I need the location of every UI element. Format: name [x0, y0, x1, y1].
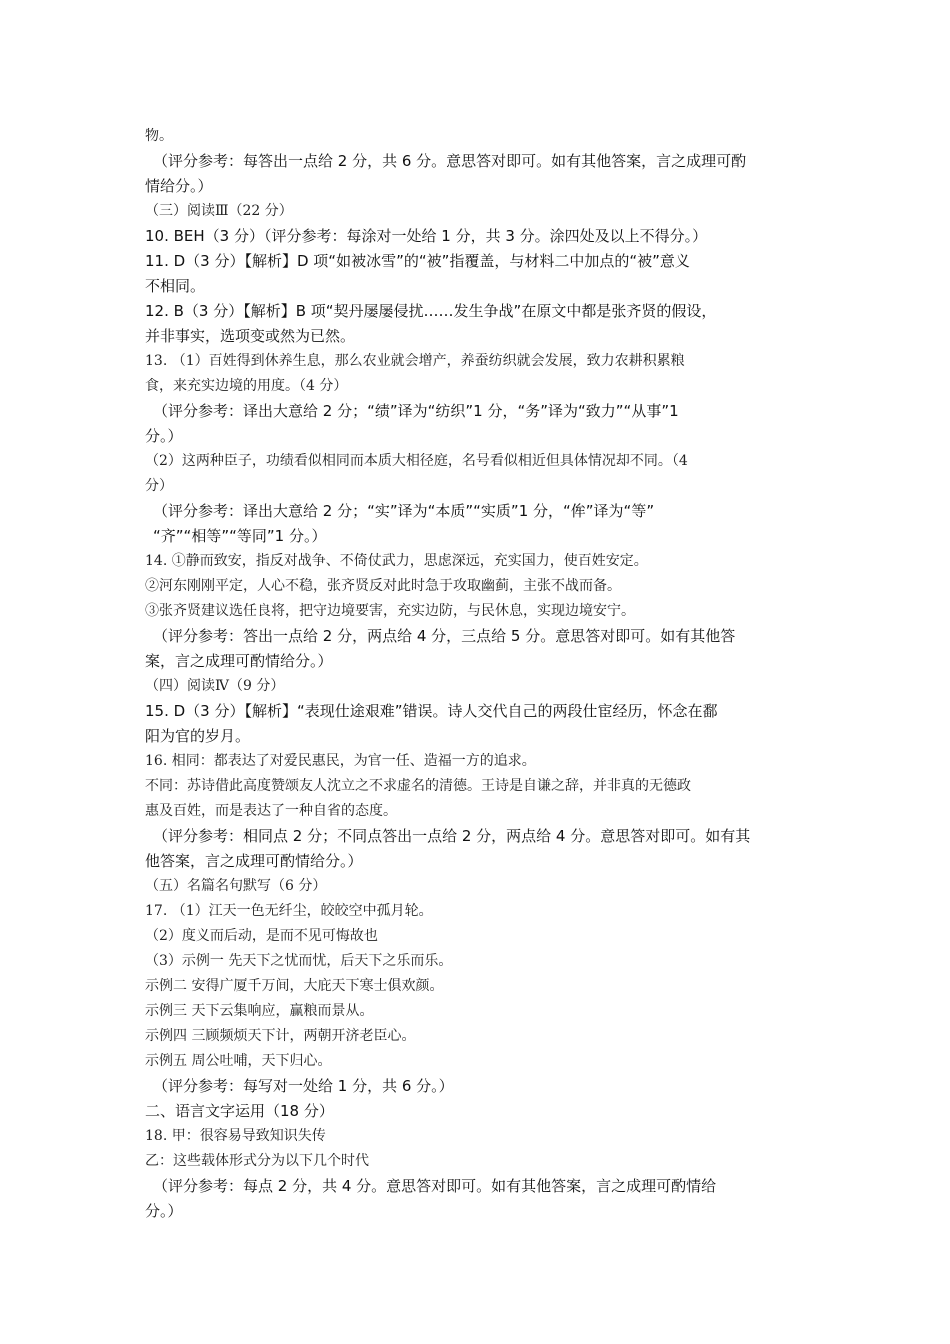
answer-line: 12. B（3 分）【解析】B 项“契丹屡屡侵扰……发生争战”在原文中都是张齐贤的假设， — [145, 302, 717, 320]
answer-line: 不同：苏诗借此高度赞颂友人沈立之不求虚名的清德。王诗是自谦之辞，并非真的无德政 — [145, 778, 691, 794]
answer-line: 食，来充实边境的用度。（4 分） — [145, 378, 348, 394]
answer-line: （3）示例一 先天下之忧而忧，后天下之乐而乐。 — [145, 953, 453, 969]
answer-line: （2）这两种臣子，功绩看似相同而本质大相径庭，名号看似相近但具体情况却不同。（4 — [145, 453, 688, 469]
section-heading: （五）名篇名句默写（6 分） — [145, 878, 327, 894]
answer-line: 惠及百姓，而是表达了一种自省的态度。 — [145, 803, 397, 819]
text-line: 物。 — [145, 128, 173, 144]
scoring-note-line: （评分参考：译出大意给 2 分；“绩”译为“纺织”1 分，“务”译为“致力”“从事”1 — [153, 402, 679, 420]
scoring-note-line: （评分参考：每写对一处给 1 分，共 6 分。） — [153, 1077, 454, 1095]
answer-line: 11. D（3 分）【解析】D 项“如被冰雪”的“被”指覆盖，与材料二中加点的“被”意义 — [145, 252, 690, 270]
answer-line: 不相同。 — [145, 277, 206, 295]
answer-line: 乙：这些载体形式分为以下几个时代 — [145, 1153, 369, 1169]
section-heading: （四）阅读Ⅳ（9 分） — [145, 678, 285, 694]
scoring-note-line: （评分参考：答出一点给 2 分，两点给 4 分，三点给 5 分。意思答对即可。如有其他答 — [153, 627, 736, 645]
answer-line: 分） — [145, 478, 173, 494]
answer-line: 10. BEH（3 分）（评分参考：每涂对一处给 1 分，共 3 分。涂四处及以上不得分。） — [145, 227, 708, 245]
answer-line: 17. （1）江天一色无纤尘，皎皎空中孤月轮。 — [145, 903, 433, 919]
answer-line: 示例二 安得广厦千万间，大庇天下寒士俱欢颜。 — [145, 978, 444, 994]
answer-line: 阳为官的岁月。 — [145, 727, 251, 745]
answer-line: ②河东刚刚平定，人心不稳，张齐贤反对此时急于攻取幽蓟，主张不战而备。 — [145, 578, 621, 594]
answer-line: 16. 相同：都表达了对爱民惠民，为官一任、造福一方的追求。 — [145, 753, 536, 769]
section-heading: 二、语言文字运用（18 分） — [145, 1102, 334, 1120]
answer-line: 示例五 周公吐哺，天下归心。 — [145, 1053, 332, 1069]
answer-line: 18. 甲：很容易导致知识失传 — [145, 1128, 326, 1144]
scoring-note-line: 案，言之成理可酌情给分。） — [145, 652, 333, 670]
scoring-note-line: 分。） — [145, 1202, 183, 1220]
scoring-note-line: （评分参考：每答出一点给 2 分，共 6 分。意思答对即可。如有其他答案，言之成理可酌 — [153, 152, 747, 170]
scoring-note-line: （评分参考：译出大意给 2 分；“实”译为“本质”“实质”1 分，“侔”译为“等” — [153, 502, 655, 520]
scoring-note-line: “齐”“相等”“等同”1 分。） — [153, 527, 327, 545]
scoring-note-line: 他答案，言之成理可酌情给分。） — [145, 852, 363, 870]
answer-line: 并非事实，选项变或然为已然。 — [145, 327, 356, 345]
answer-line: 示例四 三顾频烦天下计，两朝开济老臣心。 — [145, 1028, 416, 1044]
answer-line: 13. （1）百姓得到休养生息，那么农业就会增产，养蚕纺织就会发展，致力农耕积累粮 — [145, 353, 685, 369]
answer-line: （2）度义而后动，是而不见可悔故也 — [145, 928, 378, 944]
scoring-note-line: 情给分。） — [145, 177, 213, 195]
section-heading: （三）阅读Ⅲ（22 分） — [145, 203, 293, 219]
scoring-note-line: （评分参考：相同点 2 分；不同点答出一点给 2 分，两点给 4 分。意思答对即可。如有其 — [153, 827, 751, 845]
answer-key-page — [145, 124, 810, 1224]
answer-line: 14. ①静而致安，指反对战争、不倚仗武力，思虑深远，充实国力，使百姓安定。 — [145, 553, 648, 569]
answer-line: ③张齐贤建议选任良将，把守边境要害，充实边防，与民休息，实现边境安宁。 — [145, 603, 635, 619]
scoring-note-line: 分。） — [145, 427, 183, 445]
answer-line: 示例三 天下云集响应，赢粮而景从。 — [145, 1003, 374, 1019]
scoring-note-line: （评分参考：每点 2 分，共 4 分。意思答对即可。如有其他答案，言之成理可酌情给 — [153, 1177, 717, 1195]
answer-line: 15. D（3 分）【解析】“表现仕途艰难”错误。诗人交代自己的两段仕宦经历，怀念在鄱 — [145, 702, 718, 720]
